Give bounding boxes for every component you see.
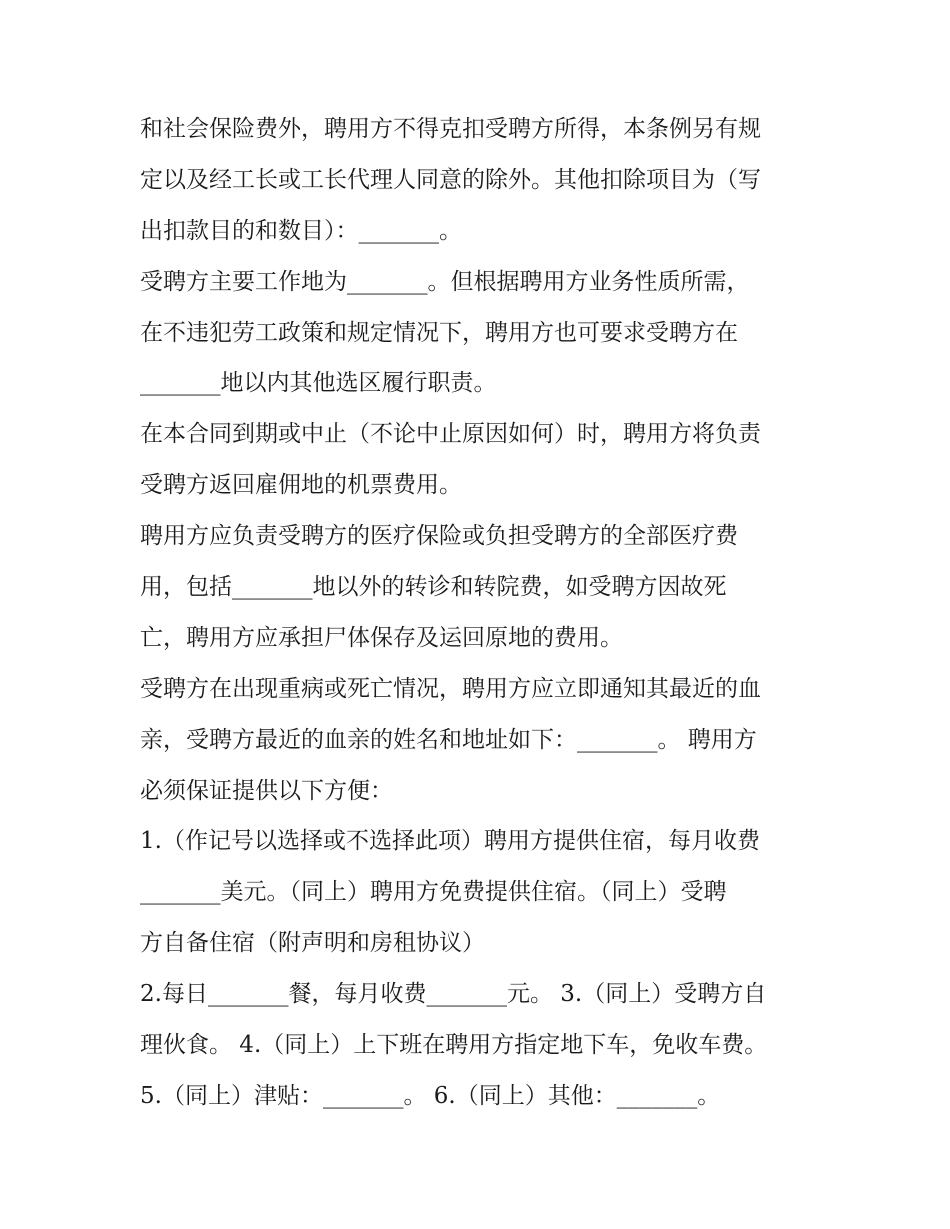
text-line: 用，包括_______地以外的转诊和转院费，如受聘方因故死: [140, 574, 727, 601]
text-line: 方自备住宿（附声明和房租协议）: [140, 930, 485, 957]
text-line: 必须保证提供以下方便：: [140, 777, 393, 804]
contract-text: [140, 104, 820, 1122]
text-line: 聘用方应负责受聘方的医疗保险或负担受聘方的全部医疗费: [140, 523, 738, 550]
text-line: 在不违犯劳工政策和规定情况下，聘用方也可要求受聘方在: [140, 319, 738, 346]
text-line: 5.（同上）津贴：_______。 6.（同上）其他：_______。: [140, 1082, 721, 1109]
text-line: 在本合同到期或中止（不论中止原因如何）时，聘用方将负责: [140, 421, 761, 448]
text-line: 受聘方主要工作地为_______。但根据聘用方业务性质所需，: [140, 268, 750, 295]
text-line: 1.（作记号以选择或不选择此项）聘用方提供住宿，每月收费: [140, 828, 760, 855]
text-line: 理伙食。 4.（同上）上下班在聘用方指定地下车，免收车费。: [140, 1032, 768, 1059]
text-line: 定以及经工长或工长代理人同意的除外。其他扣除项目为（写: [140, 166, 761, 193]
text-line: 2.每日_______餐，每月收费_______元。 3.（同上）受聘方自: [140, 981, 767, 1008]
text-line: 受聘方返回雇佣地的机票费用。: [140, 472, 462, 499]
text-line: 亲，受聘方最近的血亲的姓名和地址如下：_______。 聘用方: [140, 726, 757, 753]
text-line: _______地以内其他选区履行职责。: [140, 370, 497, 397]
text-line: 出扣款目的和数目）：_______。: [140, 217, 462, 244]
text-line: 亡，聘用方应承担尸体保存及运回原地的费用。: [140, 624, 623, 651]
text-line: _______美元。（同上）聘用方免费提供住宿。（同上）受聘: [140, 879, 727, 906]
text-line: 和社会保险费外，聘用方不得克扣受聘方所得，本条例另有规: [140, 116, 761, 142]
text-line: 受聘方在出现重病或死亡情况，聘用方应立即通知其最近的血: [140, 675, 761, 702]
